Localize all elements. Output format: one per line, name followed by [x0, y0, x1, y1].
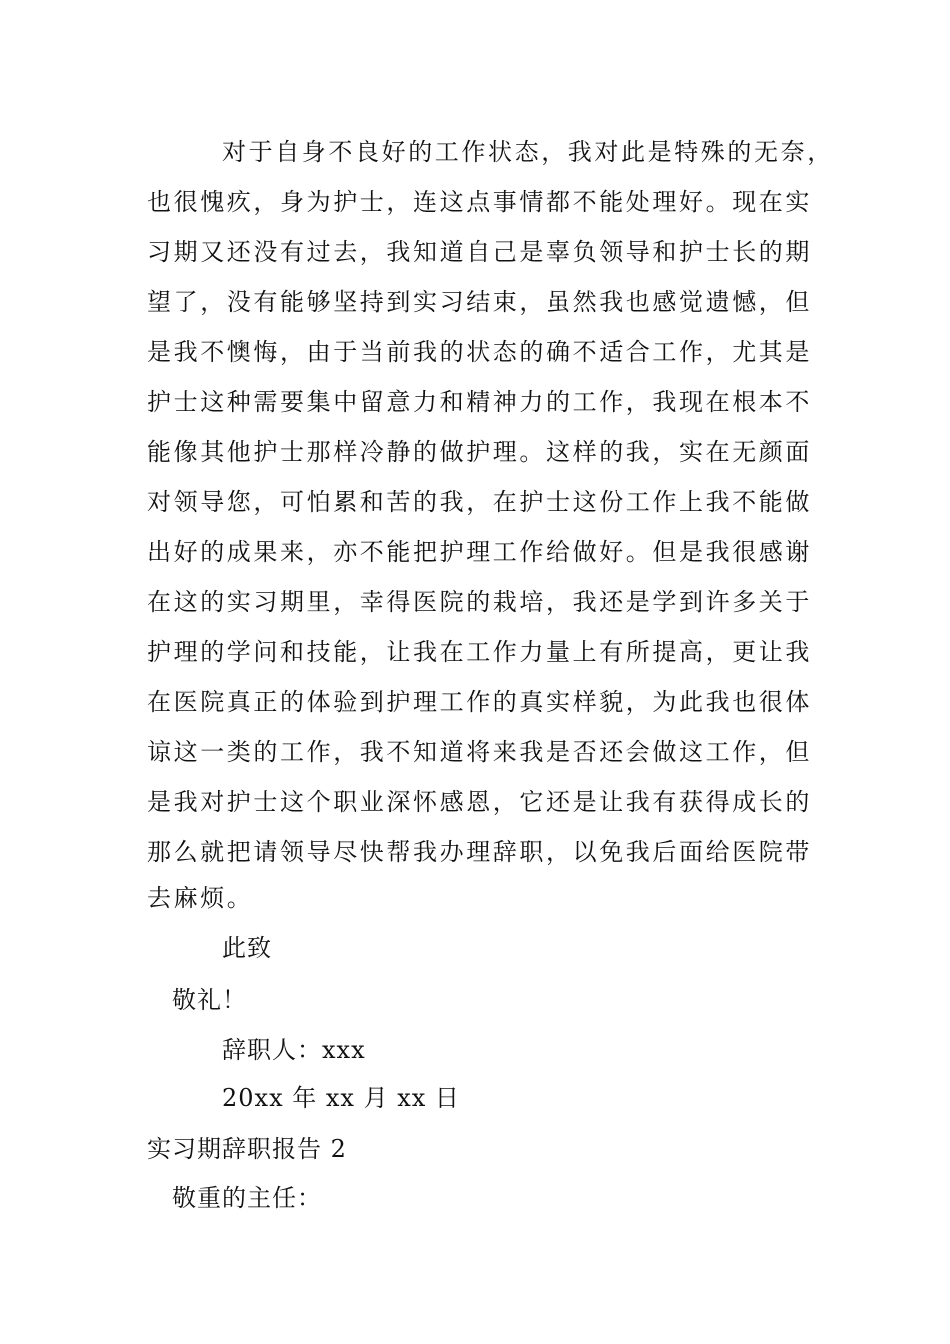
paragraph-line-7: 能像其他护士那样冷静的做护理。这样的我，实在无颜面 — [147, 438, 812, 466]
section-heading: 实习期辞职报告 2 — [147, 1135, 347, 1163]
paragraph-line-11: 护理的学问和技能，让我在工作力量上有所提高，更让我 — [147, 638, 812, 666]
signer-line: 辞职人：xxx — [222, 1036, 366, 1064]
paragraph-line-4: 望了，没有能够坚持到实习结束，虽然我也感觉遗憾，但 — [147, 288, 812, 316]
date-line: 20xx 年 xx 月 xx 日 — [222, 1084, 460, 1112]
paragraph-line-2: 也很愧疚，身为护士，连这点事情都不能处理好。现在实 — [147, 188, 812, 216]
paragraph-line-12: 在医院真正的体验到护理工作的真实样貌，为此我也很体 — [147, 688, 812, 716]
paragraph-line-9: 出好的成果来，亦不能把护理工作给做好。但是我很感谢 — [147, 538, 812, 566]
closing-regards: 敬礼！ — [172, 986, 247, 1014]
greeting-line: 敬重的主任： — [172, 1184, 322, 1212]
paragraph-line-5: 是我不懊悔，由于当前我的状态的确不适合工作，尤其是 — [147, 338, 812, 366]
paragraph-line-8: 对领导您，可怕累和苦的我，在护士这份工作上我不能做 — [147, 488, 812, 516]
paragraph-line-10: 在这的实习期里，幸得医院的栽培，我还是学到许多关于 — [147, 588, 812, 616]
paragraph-line-14: 是我对护士这个职业深怀感恩，它还是让我有获得成长的 — [147, 788, 812, 816]
paragraph-line-13: 谅这一类的工作，我不知道将来我是否还会做这工作，但 — [147, 738, 812, 766]
paragraph-line-16: 去麻烦。 — [147, 884, 254, 912]
paragraph-line-3: 习期又还没有过去，我知道自己是辜负领导和护士长的期 — [147, 238, 812, 266]
paragraph-line-1: 对于自身不良好的工作状态，我对此是特殊的无奈， — [222, 138, 834, 166]
paragraph-line-15: 那么就把请领导尽快帮我办理辞职，以免我后面给医院带 — [147, 838, 812, 866]
closing-salute: 此致 — [222, 934, 272, 962]
paragraph-line-6: 护士这种需要集中留意力和精神力的工作，我现在根本不 — [147, 388, 812, 416]
